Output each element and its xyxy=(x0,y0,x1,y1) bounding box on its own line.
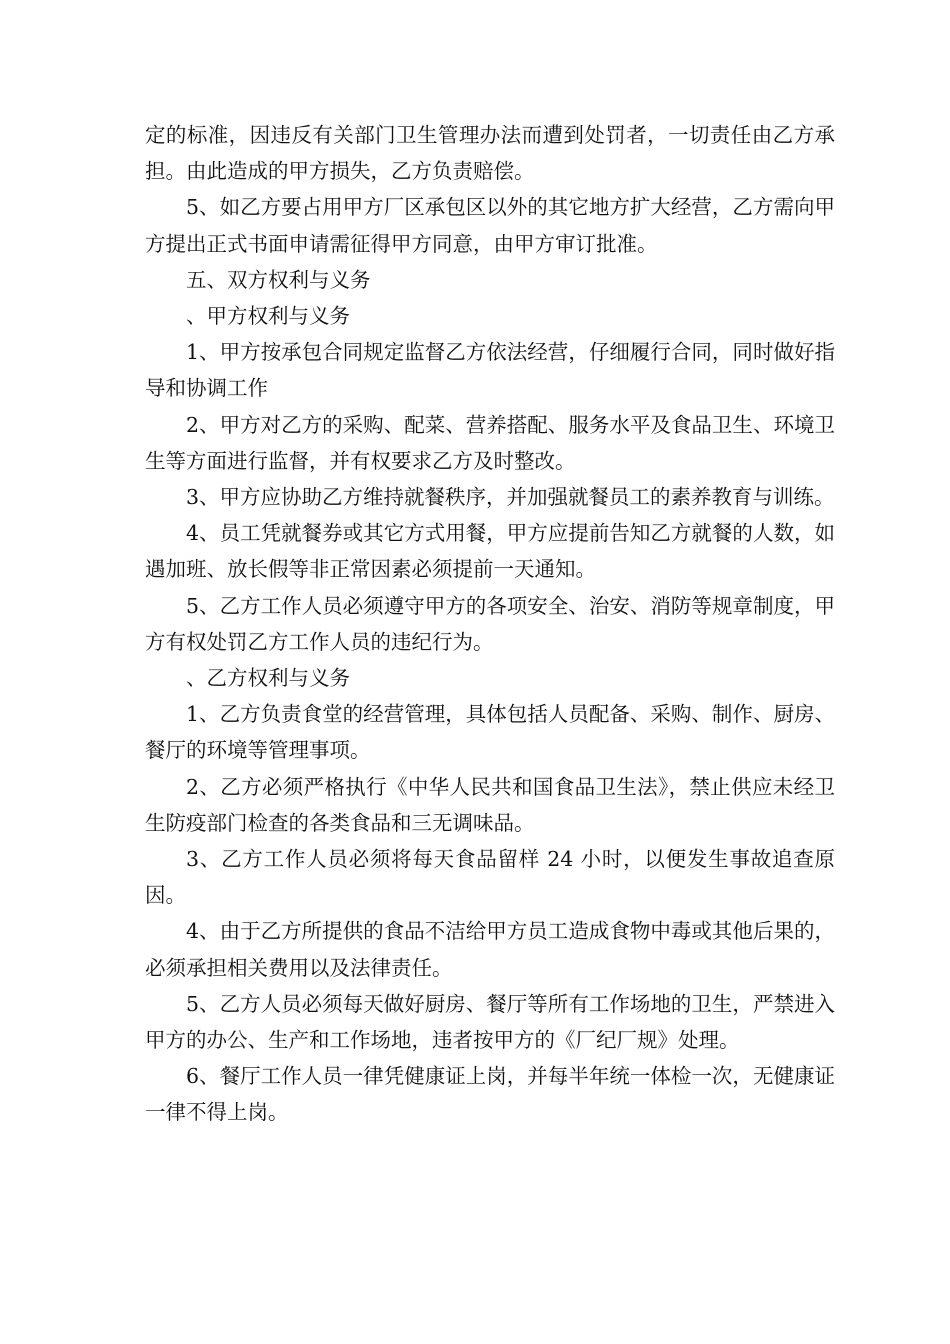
paragraph-b-1: 1、乙方负责食堂的经营管理，具体包括人员配备、采购、制作、厨房、餐厅的环境等管理事项。 xyxy=(145,702,835,763)
paragraph-b-5: 5、乙方人员必须每天做好厨房、餐厅等所有工作场地的卫生，严禁进入甲方的办公、生产和工作场地，违者按甲方的《厂纪厂规》处理。 xyxy=(145,991,835,1053)
paragraph-a-5: 5、乙方工作人员必须遵守甲方的各项安全、治安、消防等规章制度，甲方有权处罚乙方工作人员的违纪行为。 xyxy=(145,593,835,654)
paragraph-b-3: 3、乙方工作人员必须将每天食品留样 24 小时，以便发生事故追查原因。 xyxy=(145,847,835,908)
paragraph-b-6: 6、餐厅工作人员一律凭健康证上岗，并每半年统一体检一次，无健康证一律不得上岗。 xyxy=(145,1064,835,1125)
paragraph-a-4: 4、员工凭就餐券或其它方式用餐，甲方应提前告知乙方就餐的人数，如遇加班、放长假等非正常因素必须提前一天通知。 xyxy=(145,521,835,582)
paragraph-item-5-expansion: 5、如乙方要占用甲方厂区承包区以外的其它地方扩大经营，乙方需向甲方提出正式书面申请需征得甲方同意，由甲方审订批准。 xyxy=(145,195,835,256)
paragraph-continuation: 定的标准，因违反有关部门卫生管理办法而遭到处罚者，一切责任由乙方承担。由此造成的甲方损失，乙方负责赔偿。 xyxy=(145,123,835,184)
section-heading-rights-obligations: 五、双方权利与义务 xyxy=(186,267,371,292)
paragraph-a-3: 3、甲方应协助乙方维持就餐秩序，并加强就餐员工的素养教育与训练。 xyxy=(186,485,835,510)
paragraph-a-1: 1、甲方按承包合同规定监督乙方依法经营，仔细履行合同，同时做好指导和协调工作 xyxy=(145,340,835,401)
document-page xyxy=(145,117,835,1131)
subheading-party-a: 、甲方权利与义务 xyxy=(186,304,350,329)
paragraph-b-2: 2、乙方必须严格执行《中华人民共和国食品卫生法》，禁止供应未经卫生防疫部门检查的各类食品和三无调味品。 xyxy=(145,774,835,835)
paragraph-a-2: 2、甲方对乙方的采购、配菜、营养搭配、服务水平及食品卫生、环境卫生等方面进行监督，并有权要求乙方及时整改。 xyxy=(145,412,835,473)
paragraph-b-4: 4、由于乙方所提供的食品不洁给甲方员工造成食物中毒或其他后果的，必须承担相关费用以及法律责任。 xyxy=(145,919,835,980)
subheading-party-b: 、乙方权利与义务 xyxy=(186,666,350,691)
